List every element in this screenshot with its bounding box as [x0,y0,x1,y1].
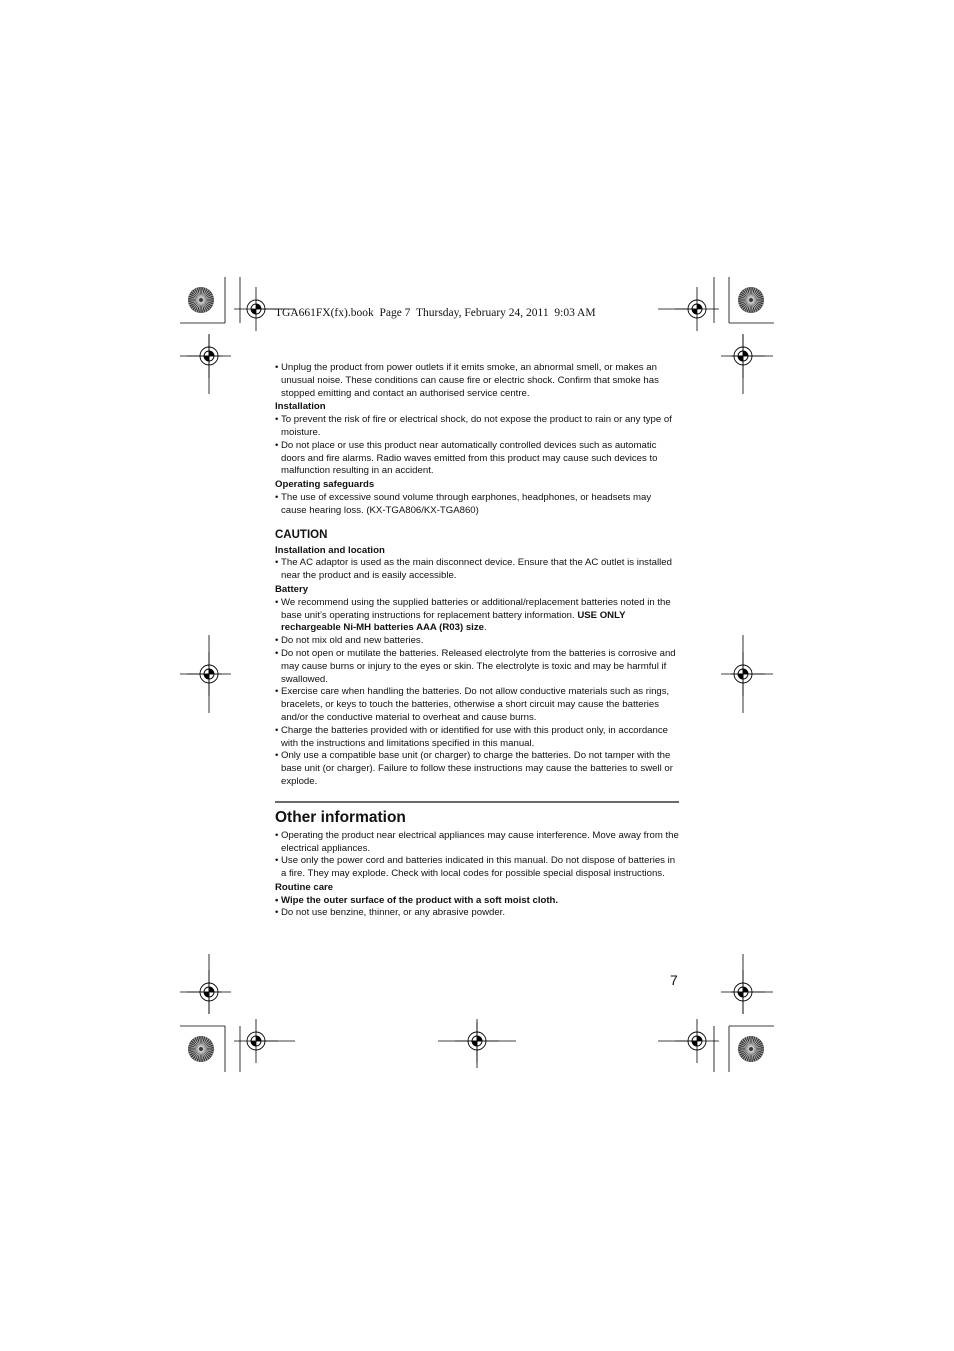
battery-heading: Battery [275,583,309,595]
operating-safeguards-heading: Operating safeguards [275,479,375,491]
list-item: • Use only the power cord and batteries indicated in this manual. Do not dispose of batteries in a fire. They may explode. Check with local codes for possible special disposal instructions. [275,855,679,881]
list-item: • Unplug the product from power outlets if it emits smoke, an abnormal smell, or makes an unusual noise. These conditions can cause fire or electric shock. Confirm that smoke has stopped emitting and contact an authorised service centre. [275,362,679,400]
list-item: • Wipe the outer surface of the product with a soft moist cloth. [275,895,679,908]
list-item: • The use of excessive sound volume through earphones, headphones, or headsets may cause hearing loss. (KX-TGA806/KX-TGA860) [275,492,679,518]
starburst-mark-bottom-right [738,1036,764,1062]
starburst-mark-bottom-left [188,1036,214,1062]
list-item: • Do not place or use this product near automatically controlled devices such as automatic doors and fire alarms. Radio waves emitted from this product may cause such devices to malfunction resulting in an accident. [275,440,679,478]
page-content [275,362,679,920]
list-item: • Do not open or mutilate the batteries. Released electrolyte from the batteries is corrosive and may cause burns or injury to the eyes or skin. The electrolyte is toxic and may be harmful if swallowed. [275,648,679,686]
list-item: • Do not use benzine, thinner, or any abrasive powder. [275,907,679,920]
starburst-mark-top-left [188,287,214,313]
installation-location-heading: Installation and location [275,544,385,556]
list-item: • Charge the batteries provided with or identified for use with this product only, in accordance with the instructions and limitations specified in this manual. [275,725,679,751]
list-item: • To prevent the risk of fire or electrical shock, do not expose the product to rain or any type of moisture. [275,414,679,440]
list-item [275,597,679,635]
battery-requirement-bold: USE ONLY rechargeable Ni-MH batteries AAA (R03) size [281,609,626,634]
battery-recommendation-text: We recommend using the supplied batteries or additional/replacement batteries noted in the base unit’s operating instructions for replacement battery information. [281,596,671,621]
installation-heading: Installation [275,401,326,413]
list-item: • Do not mix old and new batteries. [275,635,679,648]
other-information-heading: Other information [275,808,406,826]
list-item: • Exercise care when handling the batteries. Do not allow conductive materials such as rings, bracelets, or keys to touch the batteries, otherwise a short circuit may cause the batteries and/or the conductive material to overheat and cause burns. [275,686,679,724]
print-slug: TGA661FX(fx).book Page 7 Thursday, February 24, 2011 9:03 AM [275,307,596,319]
battery-recommendation-end: . [483,622,487,634]
caution-heading: CAUTION [275,528,328,541]
list-item: • Operating the product near electrical appliances may cause interference. Move away from the electrical appliances. [275,830,679,856]
section-divider [275,801,679,803]
page-number: 7 [670,972,678,988]
starburst-mark-top-right [738,287,764,313]
list-item: • Only use a compatible base unit (or charger) to charge the batteries. Do not tamper with the base unit (or charger). Failure to follow these instructions may cause the batteries to swell or explode. [275,750,679,788]
list-item: • The AC adaptor is used as the main disconnect device. Ensure that the AC outlet is installed near the product and is easily accessible. [275,557,679,583]
routine-care-heading: Routine care [275,881,334,893]
